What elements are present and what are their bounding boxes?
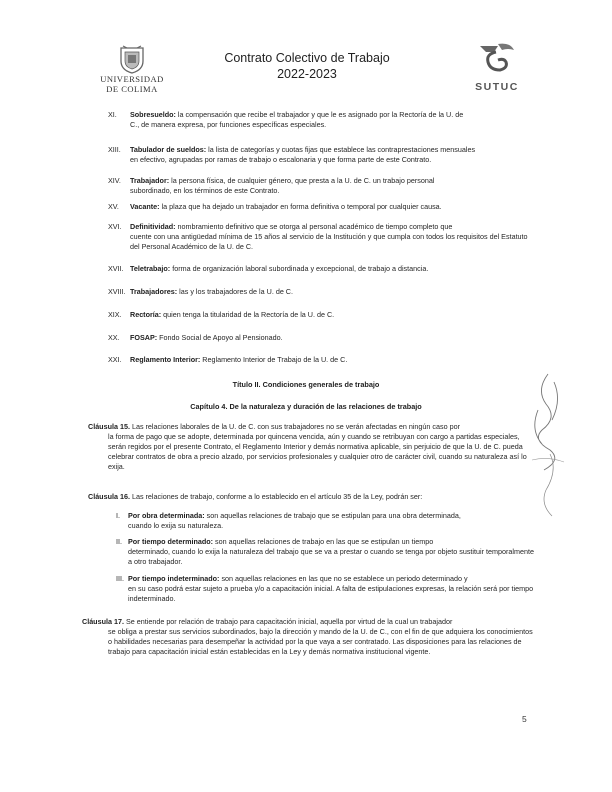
title-line1: Contrato Colectivo de Trabajo — [224, 51, 390, 65]
definition-text: la plaza que ha dejado un trabajador en forma definitiva o temporal por cualquier causa. — [159, 202, 442, 211]
definition-continuation: en efectivo, agrupadas por ramas de trabajo o escalonaria y que forma parte de este Contrato. — [130, 155, 432, 164]
definition-xv — [108, 202, 538, 212]
title-heading: Título II. Condiciones generales de trabajo — [232, 380, 380, 389]
university-name-line1: UNIVERSIDAD — [100, 74, 164, 84]
clause-label: Cláusula 15. — [88, 422, 130, 431]
definition-continuation: C., de manera expresa, por funciones específicas especiales. — [130, 120, 327, 129]
definition-xx — [108, 333, 538, 343]
definition-text: forma de organización laboral subordinada y excepcional, de trabajo a distancia. — [170, 264, 429, 273]
definition-text: Fondo Social de Apoyo al Pensionado. — [157, 333, 283, 342]
definition-text: la persona física, de cualquier género, que presta a la U. de C. un trabajo personal — [169, 176, 435, 185]
item-text: son aquellas relaciones de trabajo que se estipulan para una obra determinada, — [204, 511, 461, 520]
item-term: Por tiempo determinado: — [128, 537, 214, 546]
definition-term: Trabajadores: — [130, 287, 178, 296]
chapter-heading: Capítulo 4. De la naturaleza y duración de las relaciones de trabajo — [190, 402, 422, 411]
sutuc-emblem-icon — [476, 40, 518, 74]
definition-xvii — [108, 264, 538, 274]
definition-term: Rectoría: — [130, 310, 162, 319]
clause-16 — [88, 492, 538, 502]
title-line2: 2022-2023 — [277, 67, 337, 81]
clause-first-line: Se entiende por relación de trabajo para capacitación inicial, aquella por virtud de la cual un trabajador — [123, 617, 453, 626]
item-continuation: determinado, cuando lo exija la naturaleza del trabajo que se va a prestar o cuando se tenga por objeto sustituir temporalmente a otro trabajador. — [128, 547, 534, 566]
definition-term: Vacante: — [130, 202, 160, 211]
university-seal-icon — [117, 44, 147, 74]
definition-number: XIII. — [108, 145, 121, 154]
clause-17 — [82, 617, 538, 657]
definition-term: Tabulador de sueldos: — [130, 145, 207, 154]
definition-number: XXI. — [108, 355, 122, 364]
definition-number: XVII. — [108, 264, 124, 273]
clause-label: Cláusula 17. — [82, 617, 124, 626]
item-number: I. — [116, 511, 120, 520]
definition-text: nombramiento definitivo que se otorga al personal académico de tiempo completo que — [175, 222, 453, 231]
definition-text: la lista de categorías y cuotas fijas que establece las contraprestaciones mensuales — [206, 145, 476, 154]
definition-xix — [108, 310, 538, 320]
item-continuation: en su caso podrá estar sujeto a prueba y/o a capacitación inicial. A falta de estipulaciones expresas, la relación será por tiempo indeterminado. — [128, 584, 534, 603]
page-number: 5 — [522, 714, 527, 724]
definition-text: la compensación que recibe el trabajador y que le es asignado por la Rectoría de la U. de — [175, 110, 464, 119]
university-name-line2: DE COLIMA — [106, 84, 158, 94]
definition-number: XVI. — [108, 222, 122, 231]
clause-label: Cláusula 16. — [88, 492, 130, 501]
item-number: III. — [116, 574, 124, 583]
clause-body: la forma de pago que se adopte, determinada por quincena vencida, aún y cuando se retribuyan con cargo a partidas especiales, serán regidos por el presente Contrato, el Reglamento Interior y demás normativa aplicable, sin perjuicio de que la U. de C. pueda celebrar contratos de obra a precio alzado, por servicios profesionales y cualquier otro de carácter civil, cuando su naturaleza así lo exija. — [108, 432, 527, 471]
definition-xi — [108, 110, 538, 130]
document-title — [212, 50, 402, 82]
definition-number: XVIII. — [108, 287, 126, 296]
clause-body: se obliga a prestar sus servicios subordinados, bajo la dirección y mando de la U. de C., con el fin de que adquiera los conocimientos o habilidades necesarias para desempeñar la actividad por la que vaya a ser contratado. Las disposiciones para las relaciones de trabajo para capacitación inicial están establecidas en la Ley y demás normativa institucional vigente. — [108, 627, 533, 656]
clause-16-item-2 — [116, 537, 536, 567]
definition-xiii — [108, 145, 538, 165]
margin-signature-icon — [528, 370, 568, 520]
definition-number: XIX. — [108, 310, 122, 319]
definition-xiv — [108, 176, 538, 196]
clause-text: Las relaciones de trabajo, conforme a lo establecido en el artículo 35 de la Ley, podrán ser: — [129, 492, 423, 501]
definition-xvi — [108, 222, 538, 252]
definition-number: XIV. — [108, 176, 121, 185]
definition-number: XI. — [108, 110, 117, 119]
definition-text: quien tenga la titularidad de la Rectoría de la U. de C. — [161, 310, 335, 319]
item-continuation: cuando lo exija su naturaleza. — [128, 521, 224, 530]
clause-first-line: Las relaciones laborales de la U. de C. con sus trabajadores no se verán afectadas en ningún caso por — [129, 422, 460, 431]
item-number: II. — [116, 537, 122, 546]
definition-number: XV. — [108, 202, 119, 211]
item-term: Por obra determinada: — [128, 511, 205, 520]
definition-xviii — [108, 287, 538, 297]
clause-16-item-1 — [116, 511, 536, 531]
university-logo — [100, 44, 164, 94]
definition-term: Trabajador: — [130, 176, 170, 185]
clause-15 — [88, 422, 538, 472]
definition-continuation: subordinado, en los términos de este Contrato. — [130, 186, 280, 195]
definition-term: FOSAP: — [130, 333, 158, 342]
union-name: SUTUC — [475, 81, 519, 93]
definition-term: Definitividad: — [130, 222, 176, 231]
item-term: Por tiempo indeterminado: — [128, 574, 220, 583]
definition-text: Reglamento Interior de Trabajo de la U. de C. — [200, 355, 348, 364]
definition-term: Reglamento Interior: — [130, 355, 201, 364]
definition-number: XX. — [108, 333, 120, 342]
item-text: son aquellas relaciones en las que no se establece un periodo determinado y — [219, 574, 468, 583]
definition-text: las y los trabajadores de la U. de C. — [177, 287, 293, 296]
definition-term: Teletrabajo: — [130, 264, 171, 273]
definition-xxi — [108, 355, 538, 365]
definition-term: Sobresueldo: — [130, 110, 176, 119]
union-logo — [462, 40, 532, 93]
definition-continuation: cuente con una antigüedad mínima de 15 años al servicio de la Institución y que cumpla con todos los requisitos del Estatuto del Personal Académico de la U. de C. — [130, 232, 528, 251]
clause-16-item-3 — [116, 574, 536, 604]
item-text: son aquellas relaciones de trabajo en las que se estipulan un tiempo — [213, 537, 434, 546]
